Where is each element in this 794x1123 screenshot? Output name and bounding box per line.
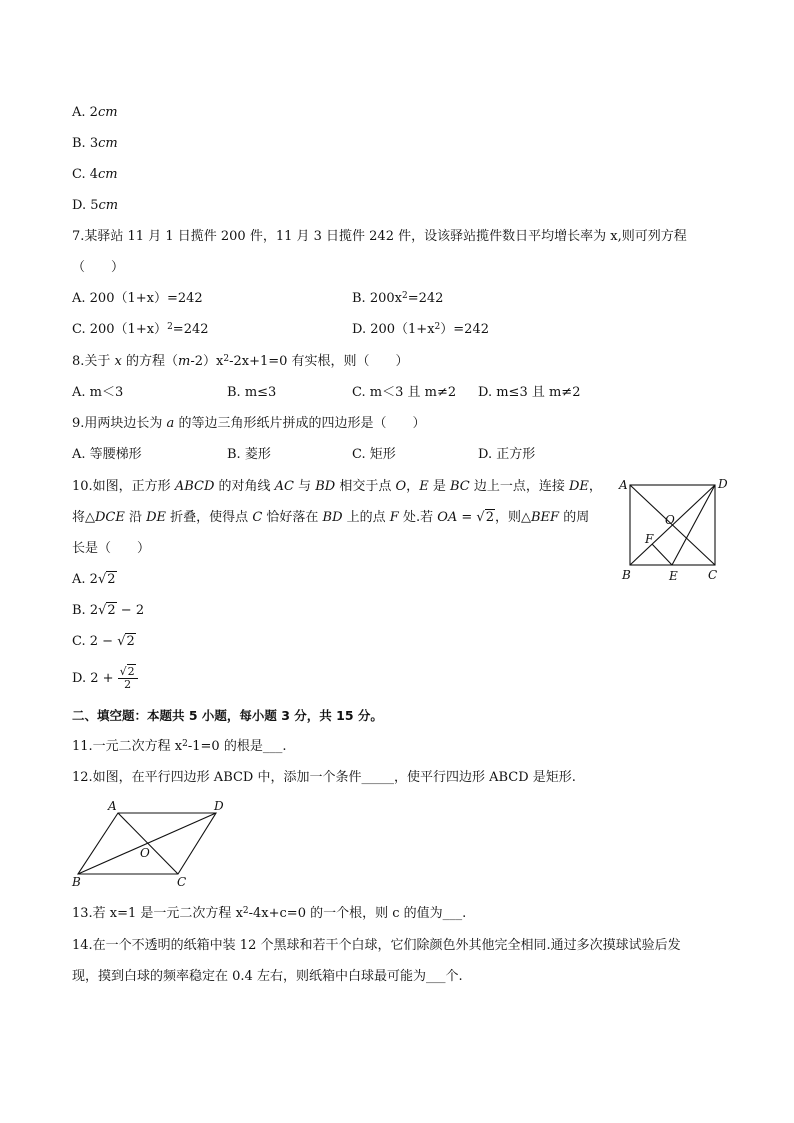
label-b: B xyxy=(72,875,81,889)
q10-stem-line3: 长是（ ） xyxy=(72,541,151,556)
label-b: B xyxy=(622,568,631,582)
q10-option-d: D. 2 + $\frac{√2}{2}$ xyxy=(72,666,138,692)
label-o: O xyxy=(665,513,675,527)
q10-option-b: B. 2√2 − 2 xyxy=(72,603,145,618)
q10-option-c: C. 2 − √2 xyxy=(72,634,135,649)
q6-option-b: B. 3cm xyxy=(72,136,118,151)
q9-option-b: B. 菱形 xyxy=(227,447,271,462)
label-c: C xyxy=(708,568,718,582)
diagonal-bd xyxy=(78,813,216,874)
label-o: O xyxy=(140,846,150,860)
label-d: D xyxy=(214,799,224,813)
label-e: E xyxy=(669,569,678,583)
q10-square-figure xyxy=(615,475,728,585)
q14-stem-line1: 14.在一个不透明的纸箱中装 12 个黑球和若干个白球，它们除颜色外其他完全相同.通过多次摸球试验后发 xyxy=(72,938,681,953)
q10-stem-line1: 10.如图，正方形 ABCD 的对角线 AC 与 BD 相交于点 O，E 是 BC 边上一点，连接 DE， xyxy=(72,479,602,494)
fraction: $\frac{√2}{2}$ xyxy=(118,666,138,691)
label-c: C xyxy=(177,875,187,889)
label-a: A xyxy=(619,478,628,492)
q10-stem-line2: 将△DCE 沿 DE 折叠，使得点 C 恰好落在 BD 上的点 F 处.若 OA = √2，则△BEF 的周 xyxy=(72,510,590,525)
q8-stem: 8.关于 x 的方程$(m-2)x^2-2x+1=0$ 有实根，则（ ） xyxy=(72,354,409,369)
q8-option-d: D. m≤3 且 m≠2 xyxy=(478,385,581,400)
label-f: F xyxy=(645,532,654,546)
q6-option-a: A. 2cm xyxy=(72,105,118,120)
q7-option-c: C. $200(1+x)^2=242$ xyxy=(72,322,209,337)
q7-option-a: A. 200（1+x）=242 xyxy=(72,291,203,306)
q9-option-a: A. 等腰梯形 xyxy=(72,447,142,462)
q12-parallelogram-figure xyxy=(68,797,233,890)
q6-option-c: C. 4cm xyxy=(72,167,118,182)
q7-stem-line2: （ ） xyxy=(72,260,125,275)
q11-stem: 11.一元二次方程 $x^2-1=0$ 的根是___. xyxy=(72,739,287,754)
q8-option-c: C. m＜3 且 m≠2 xyxy=(352,385,457,400)
section-2-heading: 二、填空题：本题共 5 小题，每小题 3 分，共 15 分。 xyxy=(72,708,383,723)
q8-option-b: B. m≤3 xyxy=(227,385,277,400)
label-d: D xyxy=(718,477,728,491)
segment-fe xyxy=(652,544,672,565)
segment-de xyxy=(672,485,715,565)
q9-option-d: D. 正方形 xyxy=(478,447,536,462)
q12-stem: 12.如图，在平行四边形 ABCD 中，添加一个条件_____，使平行四边形 ABCD 是矩形. xyxy=(72,770,576,785)
q8-option-a: A. m＜3 xyxy=(72,385,124,400)
q13-stem: 13.若 x=1 是一元二次方程 $x^2-4x+c=0$ 的一个根，则 c 的值为___. xyxy=(72,906,467,921)
q14-stem-line2: 现，摸到白球的频率稳定在 0.4 左右，则纸箱中白球最可能为___个. xyxy=(72,969,463,984)
q9-option-c: C. 矩形 xyxy=(352,447,396,462)
q10-option-a: A. 2√2 xyxy=(72,572,116,587)
q6-option-d: D. 5cm xyxy=(72,198,119,213)
q7-option-d: D. $200(1+x^2)=242$ xyxy=(352,322,489,337)
q9-stem: 9.用两块边长为 a 的等边三角形纸片拼成的四边形是（ ） xyxy=(72,416,426,431)
q7-stem-line1: 7.某驿站 11 月 1 日揽件 200 件，11 月 3 日揽件 242 件，设该驿站揽件数日平均增长率为 x,则可列方程 xyxy=(72,229,687,244)
q7-option-b: B. $200x^2=242$ xyxy=(352,291,444,306)
label-a: A xyxy=(108,799,117,813)
